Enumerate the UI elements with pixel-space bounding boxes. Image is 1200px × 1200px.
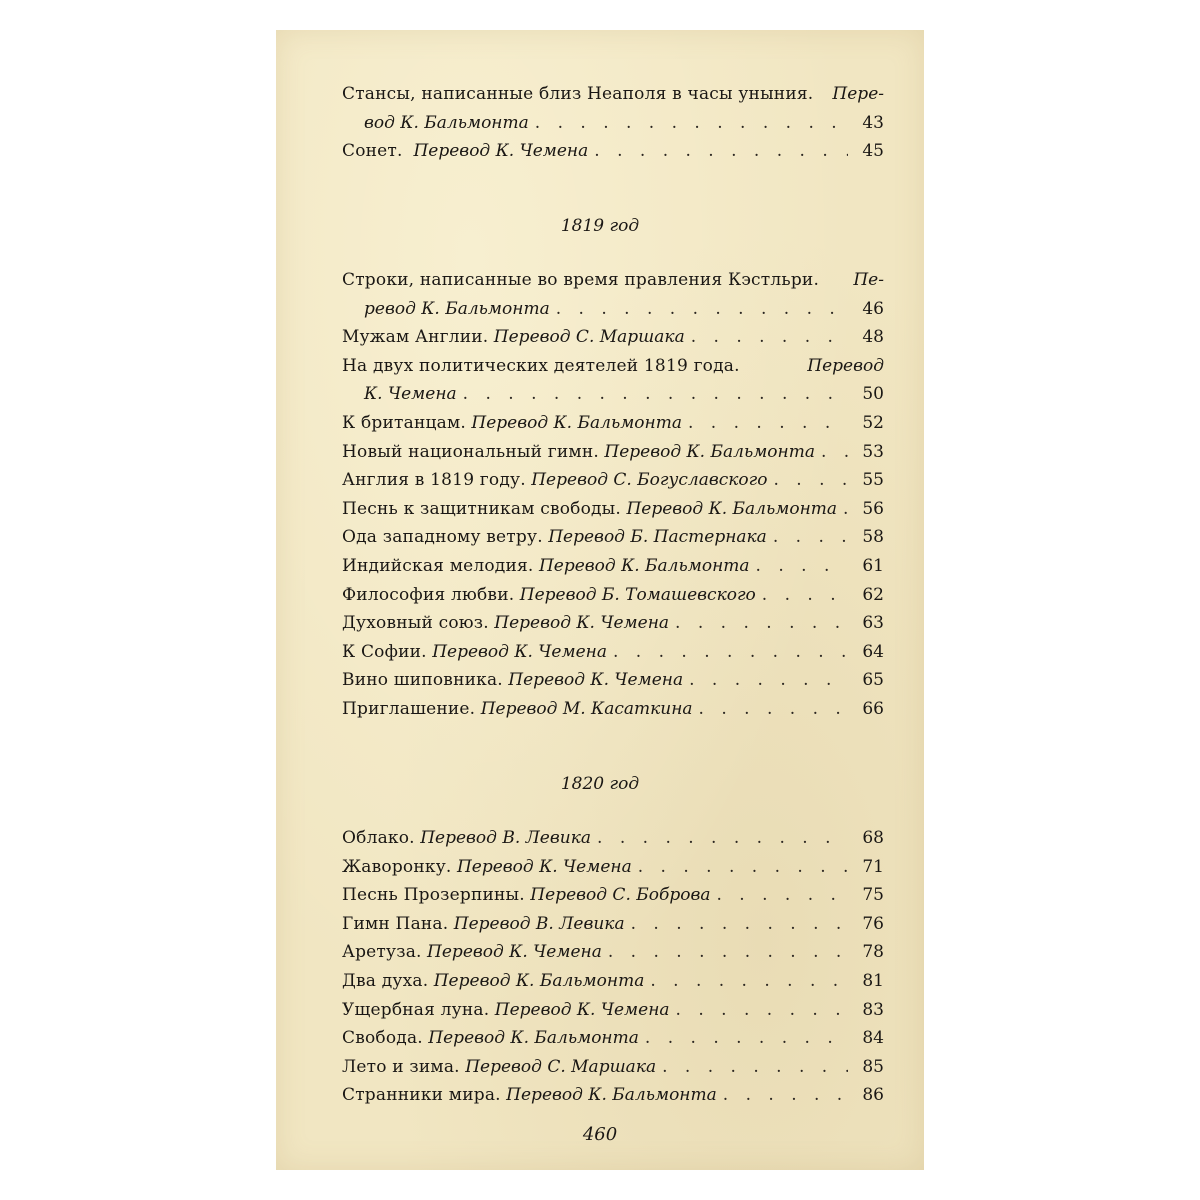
toc-entry-title: Вино шиповника.	[342, 670, 503, 691]
toc-entry-title: Песнь Прозерпины.	[342, 885, 525, 906]
toc-entry-title: Строки, написанные во время правления Кэстльри.	[342, 270, 820, 290]
toc-entry-title: Англия в 1819 году.	[342, 470, 526, 491]
toc-entry-page: 86	[862, 1085, 884, 1106]
dot-leader	[645, 1024, 848, 1053]
dot-leader	[556, 295, 848, 324]
toc-entry	[342, 552, 884, 581]
toc-entry-line	[342, 266, 884, 295]
toc-entry-translator: Перевод К. Бальмонта	[626, 498, 838, 519]
toc-entry-line	[342, 666, 884, 695]
toc-entry-line	[342, 996, 884, 1025]
toc-entry-line	[342, 638, 884, 667]
toc-entry-translator: Перевод К. Бальмонта	[433, 970, 645, 991]
toc-entry-page: 83	[862, 999, 884, 1020]
toc-entry-translator: Перевод К. Чемена	[494, 613, 670, 634]
dot-leader	[699, 695, 848, 724]
toc-entry	[342, 1024, 884, 1053]
toc-entry-translator: Перевод С. Маршака	[465, 1056, 657, 1077]
toc-entry-line	[342, 1081, 884, 1110]
toc-entry-translator: Перевод К. Чемена	[413, 141, 589, 162]
toc-entry-line	[342, 967, 884, 996]
toc-entry-translator: Пере-	[832, 84, 884, 104]
dot-leader	[756, 552, 848, 581]
toc-entry-translator: Перевод К. Бальмонта	[428, 1028, 639, 1049]
toc-entry-line	[342, 109, 884, 138]
toc-entry-title: Приглашение.	[342, 698, 476, 719]
toc-entry-title: На двух политических деятелей 1819 года.	[342, 355, 740, 376]
toc-entry	[342, 938, 884, 967]
dot-leader	[843, 495, 848, 524]
toc-entry-page: 45	[862, 141, 884, 162]
toc-entry-page: 78	[862, 942, 884, 963]
toc-entry-page: 64	[862, 641, 884, 662]
toc-entry-line	[342, 323, 884, 352]
toc-entry	[342, 1053, 884, 1082]
toc-entry	[342, 910, 884, 939]
dot-leader	[650, 967, 848, 996]
toc-entry-translator: Перевод К. Чемена	[494, 999, 670, 1020]
toc-entry-page: 48	[862, 327, 884, 348]
dot-leader	[463, 380, 848, 409]
section-heading-1819: 1819 год	[560, 216, 640, 236]
toc-entry-line	[342, 295, 884, 324]
toc-entry-translator: Перевод	[807, 355, 884, 376]
toc-entry-translator: Перевод К. Бальмонта	[538, 555, 750, 576]
toc-entry-page: 61	[862, 555, 884, 576]
toc-entry-title: Аретуза.	[342, 942, 422, 963]
dot-leader	[631, 910, 848, 939]
toc-entry-title: Стансы, написанные близ Неаполя в часы уныния.	[342, 84, 814, 104]
toc-entry	[342, 438, 884, 467]
dot-leader	[594, 137, 848, 166]
dot-leader	[597, 824, 848, 853]
toc-entry-page: 68	[862, 828, 884, 848]
toc-entry	[342, 666, 884, 695]
toc-entry	[342, 853, 884, 882]
toc-entry-translator: Перевод М. Касаткина	[480, 698, 693, 719]
toc-entry-title: К британцам.	[342, 412, 466, 433]
toc-entry-page: 66	[862, 698, 884, 719]
toc-entry-line	[342, 938, 884, 967]
dot-leader	[691, 323, 848, 352]
toc-entry-translator: Перевод В. Левика	[420, 828, 592, 848]
toc-entry-title: Облако.	[342, 828, 415, 848]
toc-entry-translator: Перевод С. Богуславского	[531, 470, 768, 491]
toc-entry-title: Странники мира.	[342, 1085, 501, 1106]
toc-entry-line	[342, 695, 884, 724]
toc-entry-line	[342, 80, 884, 109]
toc-entry-translator: Перевод Б. Томашевского	[519, 584, 756, 605]
toc-entry-title: Песнь к защитникам свободы.	[342, 498, 622, 519]
toc-entry-line	[342, 523, 884, 552]
dot-leader	[773, 523, 848, 552]
toc-entry-line	[342, 910, 884, 939]
toc-entry-title: Мужам Англии.	[342, 327, 489, 348]
toc-entry-translator: Перевод К. Бальмонта	[471, 412, 682, 433]
toc-entry-title: К Софии.	[342, 641, 427, 662]
dot-leader	[762, 581, 848, 610]
toc-entry-page: 50	[862, 384, 884, 405]
toc-entry	[342, 137, 884, 166]
toc-entry-line	[342, 1024, 884, 1053]
toc-entry-title: Лето и зима.	[342, 1056, 460, 1077]
toc-entry-page: 52	[862, 412, 884, 433]
dot-leader	[662, 1053, 848, 1082]
toc-entry-translator: Перевод В. Левика	[453, 913, 625, 934]
toc-entry-translator: К. Чемена	[364, 384, 457, 405]
toc-entry-translator: Перевод К. Чемена	[508, 670, 684, 691]
dot-leader	[676, 996, 848, 1025]
toc-entry-page: 63	[862, 613, 884, 634]
toc-entry-page: 76	[862, 913, 884, 934]
toc-entry	[342, 523, 884, 552]
toc-entry-line	[342, 552, 884, 581]
toc-entry-page: 85	[862, 1056, 884, 1077]
section-heading-1820: 1820 год	[560, 774, 640, 794]
toc-entry	[342, 352, 884, 409]
dot-leader	[608, 938, 848, 967]
toc-entry-page: 81	[862, 970, 884, 991]
toc-entry	[342, 581, 884, 610]
dot-leader	[535, 109, 848, 138]
toc-entry-translator: Пе-	[853, 270, 884, 290]
book-page	[276, 30, 924, 1170]
toc-entry-page: 55	[862, 470, 884, 491]
toc-entry-line	[342, 352, 884, 381]
toc-entry-translator: Перевод К. Бальмонта	[604, 441, 815, 462]
toc-entry	[342, 80, 884, 137]
toc-entry-translator: вод К. Бальмонта	[364, 112, 529, 133]
toc-entry-page: 58	[862, 527, 884, 548]
toc-entry-page: 46	[862, 298, 884, 319]
toc-entry-translator: ревод К. Бальмонта	[364, 298, 550, 319]
dot-leader	[717, 881, 849, 910]
toc-intro-list	[342, 80, 884, 166]
toc-entry	[342, 495, 884, 524]
toc-entry-translator: Перевод К. Чемена	[427, 942, 602, 963]
toc-entry	[342, 609, 884, 638]
toc-entry-title: Ода западному ветру.	[342, 527, 543, 548]
toc-entry	[342, 695, 884, 724]
toc-entry-line	[342, 853, 884, 882]
toc-entry-translator: Перевод К. Чемена	[432, 641, 607, 662]
toc-entry	[342, 824, 884, 853]
toc-entry-line	[342, 495, 884, 524]
dot-leader	[675, 609, 848, 638]
toc-entry	[342, 638, 884, 667]
toc-entry-title: Новый национальный гимн.	[342, 441, 599, 462]
toc-entry-page: 43	[862, 112, 884, 133]
toc-entry-line	[342, 466, 884, 495]
dot-leader	[638, 853, 848, 882]
toc-entry-page: 65	[862, 670, 884, 691]
toc-entry	[342, 409, 884, 438]
toc-entry-translator: Перевод Б. Пастернака	[548, 527, 767, 548]
toc-entry-page: 75	[862, 885, 884, 906]
toc-entry-title: Свобода.	[342, 1028, 423, 1049]
toc-entry-line	[342, 881, 884, 910]
toc-entry	[342, 323, 884, 352]
toc-entry-title: Два духа.	[342, 970, 429, 991]
dot-leader	[689, 666, 848, 695]
toc-entry-line	[342, 1053, 884, 1082]
toc-entry	[342, 967, 884, 996]
page-number: 460	[582, 1124, 618, 1145]
toc-entry	[342, 266, 884, 323]
dot-leader	[773, 466, 848, 495]
toc-entry-translator: Перевод К. Бальмонта	[506, 1085, 717, 1106]
toc-entry-page: 84	[862, 1028, 884, 1049]
dot-leader	[688, 409, 848, 438]
toc-entry-line	[342, 438, 884, 467]
toc-entry-translator: Перевод С. Маршака	[493, 327, 685, 348]
toc-entry-title: Ущербная луна.	[342, 999, 490, 1020]
toc-entry-line	[342, 824, 884, 853]
toc-entry	[342, 996, 884, 1025]
dot-leader	[613, 638, 848, 667]
toc-entry-page: 53	[862, 441, 884, 462]
toc-entry-page: 71	[862, 856, 884, 877]
dot-leader	[723, 1081, 848, 1110]
toc-entry-line	[342, 581, 884, 610]
toc-entry-line	[342, 380, 884, 409]
toc-entry-title: Гимн Пана.	[342, 913, 449, 934]
toc-1819-list	[342, 266, 884, 724]
toc-entry-title: Духовный союз.	[342, 613, 489, 634]
toc-entry-line	[342, 137, 884, 166]
toc-entry	[342, 881, 884, 910]
toc-entry-page: 56	[862, 498, 884, 519]
toc-entry-title: Индийская мелодия.	[342, 555, 534, 576]
toc-entry-title: Сонет.	[342, 141, 403, 162]
toc-entry-translator: Перевод К. Чемена	[456, 856, 632, 877]
toc-entry	[342, 1081, 884, 1110]
toc-entry-title: Жаворонку.	[342, 856, 452, 877]
toc-entry-line	[342, 409, 884, 438]
toc-entry-title: Философия любви.	[342, 584, 515, 605]
toc-entry-translator: Перевод С. Боброва	[530, 885, 711, 906]
toc-entry-line	[342, 609, 884, 638]
toc-1820-list	[342, 824, 884, 1110]
toc-entry	[342, 466, 884, 495]
dot-leader	[821, 438, 848, 467]
toc-entry-page: 62	[862, 584, 884, 605]
